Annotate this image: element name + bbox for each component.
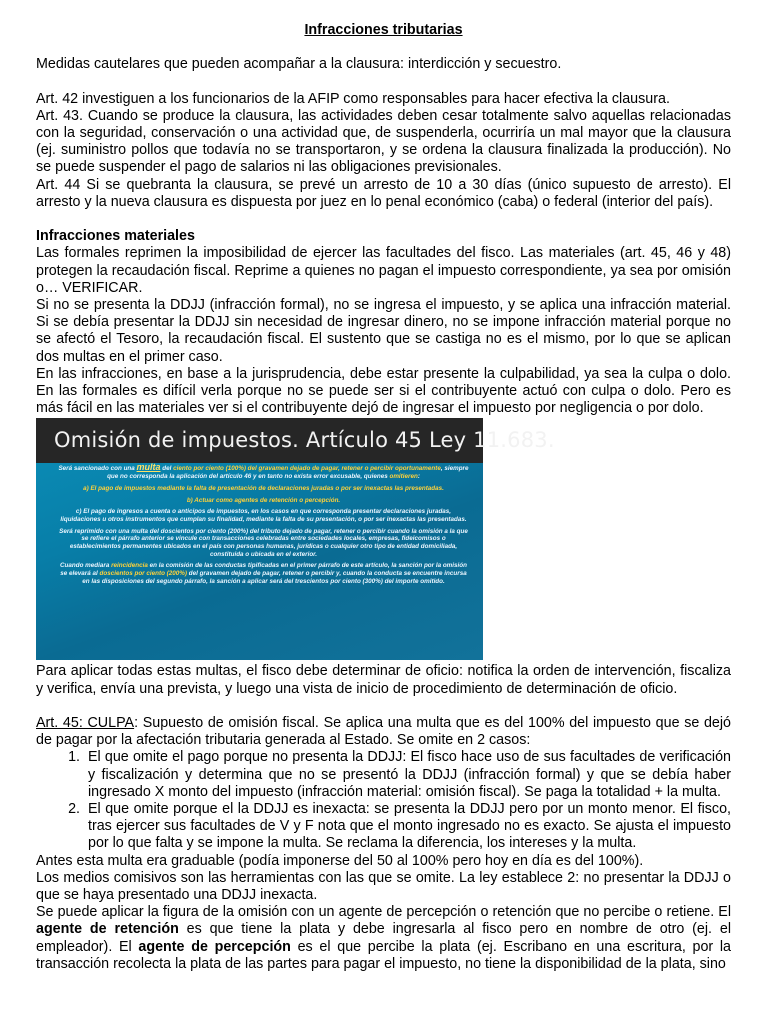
slide-paragraph-doscientos: Será reprimido con una multa del doscientos por ciento (200%) del tributo dejado de pagar, retener o percibir cuando la omisión a la que se refiere el párrafo anterior se vincule con transacciones celebradas entre sociedades locales, empresas, fideicomisos o establecimientos permanentes ubicados en el país con personas humanas, jurídicas o cualquier otro tipo de entidad domiciliada, constituida o ubicada en el exterior. bbox=[59, 527, 468, 558]
paragraph-graduable: Antes esta multa era graduable (podía imponerse del 50 al 100% pero hoy en día es del 100%). bbox=[36, 852, 644, 869]
list-item: 2. El que omite porque el la DDJJ es inexacta: se presenta la DDJJ pero por un monto menor. El fisco, tras ejercer sus facultades de V y F nota que el monto ingresado no es exacto. Se ajusta el impuesto por lo que falta y se impone la multa. Se reclama la diferencia, los intereses y la multa. bbox=[84, 801, 731, 853]
document-page bbox=[36, 22, 731, 973]
paragraph-ddjj: Si no se presenta la DDJJ (infracción formal), no se ingresa el impuesto, y se aplica una infracción material. Si se debía presentar la DDJJ sin necesidad de ingresar dinero, no se impone infracción material porque no se afectó el Tesoro, la recaudación fiscal. El sustento que se castiga no es el mismo, por lo que se aplican dos multas en el primer caso. bbox=[36, 297, 731, 365]
paragraph-art42: Art. 42 investiguen a los funcionarios de la AFIP como responsables para hacer efectiva la clausura. bbox=[36, 90, 670, 107]
slide-item-b: b) Actuar como agentes de retención o percepción. bbox=[186, 496, 341, 504]
omision-cases-list bbox=[36, 749, 731, 852]
agente-percepcion-term: agente de percepción bbox=[138, 938, 291, 955]
slide-paragraph-1: Será sancionado con una multa del ciento por ciento (100%) del gravamen dejado de pagar, retener o percibir oportunamente, siempre que no corresponda la aplicación del artículo 46 y en tanto no exista error excusable, quienes omitieren: bbox=[58, 462, 469, 481]
paragraph-medios-comisivos: Los medios comisivos son las herramientas con las que se omite. La ley establece 2: no presentar la DDJJ o que se haya presentado una DDJJ inexacta. bbox=[36, 869, 731, 904]
slide-paragraph-reincidencia: Cuando mediara reincidencia en la comisión de las conductas tipificadas en el primer párrafo de este artículo, la sanción por la omisión se elevará al doscientos por ciento (200%) del gravamen dejado de pagar, retener o percibir y, cuando la conducta se encuentre incursa en las disposiciones del segundo párrafo, la sanción a aplicar será del trescientos por ciento (300%) del importe omitido. bbox=[60, 562, 467, 585]
slide-body bbox=[58, 464, 469, 656]
slide-image-art45 bbox=[36, 418, 555, 660]
agente-retencion-term: agente de retención bbox=[36, 921, 179, 938]
slide-heading: Omisión de impuestos. Artículo 45 Ley 11.683. bbox=[36, 418, 483, 463]
heading-infracciones-materiales: Infracciones materiales bbox=[36, 228, 195, 245]
slide-item-c: c) El pago de ingresos a cuenta o anticipos de impuestos, en los casos en que corresponda presentar declaraciones juradas, liquidaciones u otros instrumentos que cumplan su finalidad, mediante la falta de su presentación, o por ser inexactas las presentadas. bbox=[60, 508, 467, 523]
slide-item-a: a) El pago de impuestos mediante la falta de presentación de declaraciones juradas o por ser inexactas las presentadas. bbox=[83, 484, 444, 492]
paragraph-formales-materiales: Las formales reprimen la imposibilidad de ejercer las facultades del fisco. Las materiales (art. 45, 46 y 48) protegen la recaudación fiscal. Reprime a quienes no pagan el impuesto correspondiente, ya sea por omisión o… VERIFICAR. bbox=[36, 245, 731, 296]
paragraph-medidas: Medidas cautelares que pueden acompañar a la clausura: interdicción y secuestro. bbox=[36, 56, 562, 73]
paragraph-art43: Art. 43. Cuando se produce la clausura, las actividades deben cesar totalmente salvo aquellas relacionadas con la seguridad, conservación o una actividad que, de suspenderla, ocurriría un mal mayor que la clausura (ej. suministro pollos que todavía no se transportaron, y se ordena la clausura finalizada la producción). No se puede suspender el pago de salarios ni las obligaciones previsionales. bbox=[36, 107, 731, 176]
paragraph-art44: Art. 44 Si se quebranta la clausura, se prevé un arresto de 10 a 30 días (único supuesto de arresto). El arresto y la nueva clausura es dispuesta por juez en lo penal económico (caba) o federal (interior del país). bbox=[36, 176, 731, 210]
document-title: Infracciones tributarias bbox=[304, 22, 463, 38]
paragraph-culpabilidad: En las infracciones, en base a la jurisprudencia, debe estar presente la culpabilidad, ya sea la culpa o dolo. En las formales es difícil verla porque no se puede ser si el contribuyente actuó con culpa o dolo. Pero es más fácil en las materiales ver si el contribuyente dejó de ingresar el impuesto por negligencia o por dolo. bbox=[36, 365, 731, 417]
art45-culpa-heading: Art. 45: CULPA bbox=[36, 715, 135, 732]
paragraph-determinacion-oficio: Para aplicar todas estas multas, el fisco debe determinar de oficio: notifica la orden de intervención, fiscaliza y verifica, envía una prevista, y luego una vista de inicio de procedimiento de determinación de oficio. bbox=[36, 663, 731, 697]
paragraph-art45-culpa: Art. 45: CULPA: Supuesto de omisión fiscal. Se aplica una multa que es del 100% del impuesto que se dejó de pagar por la afectación tributaria generada al Estado. Se omite en 2 casos: bbox=[36, 715, 732, 749]
list-item: 1. El que omite el pago porque no presenta la DDJJ: El fisco hace uso de sus facultades de verificación y fiscalización y determina que no se presentó la DDJJ (infracción formal) y que se debía haber ingresado X monto del impuesto (infracción material: omisión fiscal). Se paga la totalidad + la multa. bbox=[84, 749, 731, 801]
paragraph-agentes: Se puede aplicar la figura de la omisión con un agente de percepción o retención que no percibe o retiene. El agente de retención es que tiene la plata y debe ingresarla al fisco pero en nombre de otro (ej. el empleador). El agente de percepción es el que percibe la plata (ej. Escribano en una escritura, por la transacción recolecta la plata de las partes para pagar el impuesto, no tiene la disponibilidad de la plata, sino bbox=[36, 904, 732, 972]
